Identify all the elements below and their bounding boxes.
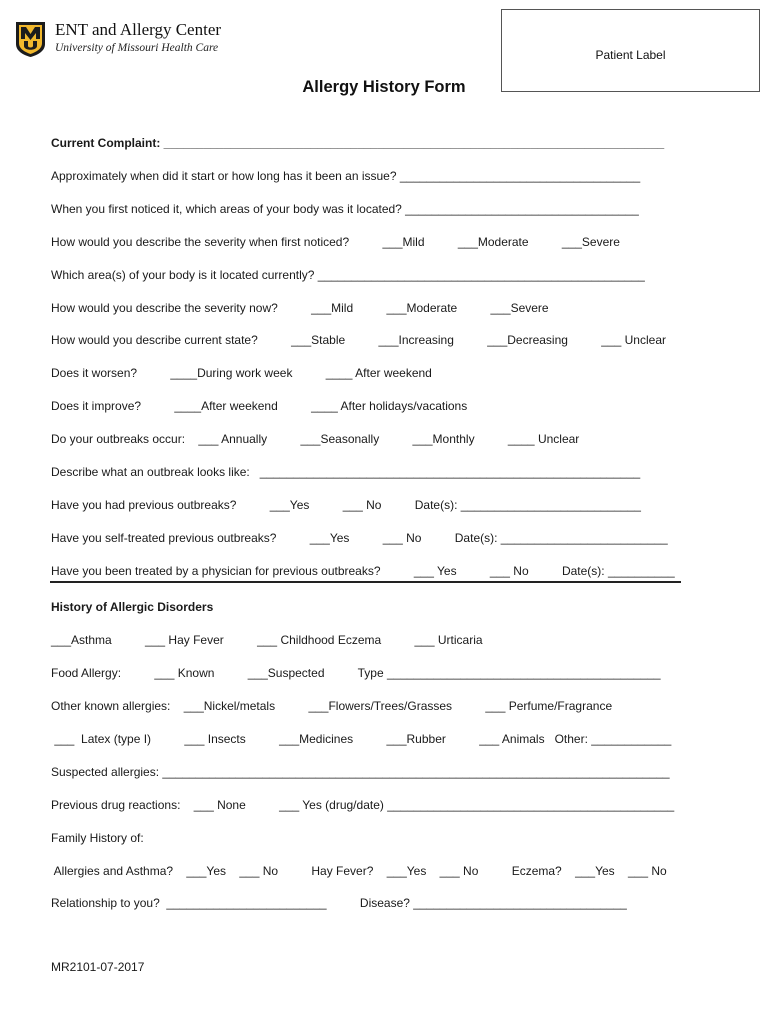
section-divider [50,581,681,583]
patient-label-text: Patient Label [595,48,666,62]
self-treated-line: Have you self-treated previous outbreaks? ___Yes ___ No Date(s): _________________________ [51,531,668,545]
first-location-line: When you first noticed it, which areas of your body was it located? ___________________________________ [51,202,639,216]
improve-line: Does it improve? ____After weekend ____ After holidays/vacations [51,399,468,413]
mizzou-logo [15,20,46,58]
previous-outbreaks-line: Have you had previous outbreaks? ___Yes ___ No Date(s): ___________________________ [51,498,641,512]
other-allergies-line-2: ___ Latex (type I) ___ Insects ___Medicines ___Rubber ___ Animals Other: ____________ [51,732,672,746]
physician-treated-line: Have you been treated by a physician for previous outbreaks? ___ Yes ___ No Date(s): __________ [51,564,675,578]
current-state-line: How would you describe current state? ___Stable ___Increasing ___Decreasing ___ Unclear [51,333,666,347]
food-allergy-line: Food Allergy: ___ Known ___Suspected Type _________________________________________ [51,666,661,680]
outbreak-description-line: Describe what an outbreak looks like: _________________________________________________________ [51,465,641,479]
org-name: ENT and Allergy Center [55,20,222,39]
allergic-disorders-line: ___Asthma ___ Hay Fever ___ Childhood Eczema ___ Urticaria [51,633,483,647]
initial-severity-line: How would you describe the severity when first noticed? ___Mild ___Moderate ___Severe [51,235,620,249]
drug-reactions-line: Previous drug reactions: ___ None ___ Yes (drug/date) ___________________________________________ [51,798,675,812]
outbreak-frequency-line: Do your outbreaks occur: ___ Annually ___Seasonally ___Monthly ____ Unclear [51,432,580,446]
current-severity-line: How would you describe the severity now? ___Mild ___Moderate ___Severe [51,301,549,315]
relationship-line: Relationship to you? ________________________ Disease? ________________________________ [51,896,627,910]
suspected-allergies-line: Suspected allergies: ____________________________________________________________________________ [51,765,670,779]
form-code: MR2101-07-2017 [51,960,145,974]
form-title: Allergy History Form [302,78,466,96]
worsen-line: Does it worsen? ____During work week ____ After weekend [51,366,432,380]
current-complaint-line: Current Complaint: ___________________________________________________________________________ [51,136,665,150]
onset-line: Approximately when did it start or how long has it been an issue? ____________________________________ [51,169,641,183]
current-location-line: Which area(s) of your body is it located currently? _________________________________________________ [51,268,645,282]
family-history-line: Allergies and Asthma? ___Yes ___ No Hay Fever? ___Yes ___ No Eczema? ___Yes ___ No [51,864,667,878]
history-heading: History of Allergic Disorders [51,600,214,614]
org-subtitle: University of Missouri Health Care [55,42,219,54]
family-history-heading: Family History of: [51,831,144,845]
other-allergies-line: Other known allergies: ___Nickel/metals ___Flowers/Trees/Grasses ___ Perfume/Fragrance [51,699,613,713]
